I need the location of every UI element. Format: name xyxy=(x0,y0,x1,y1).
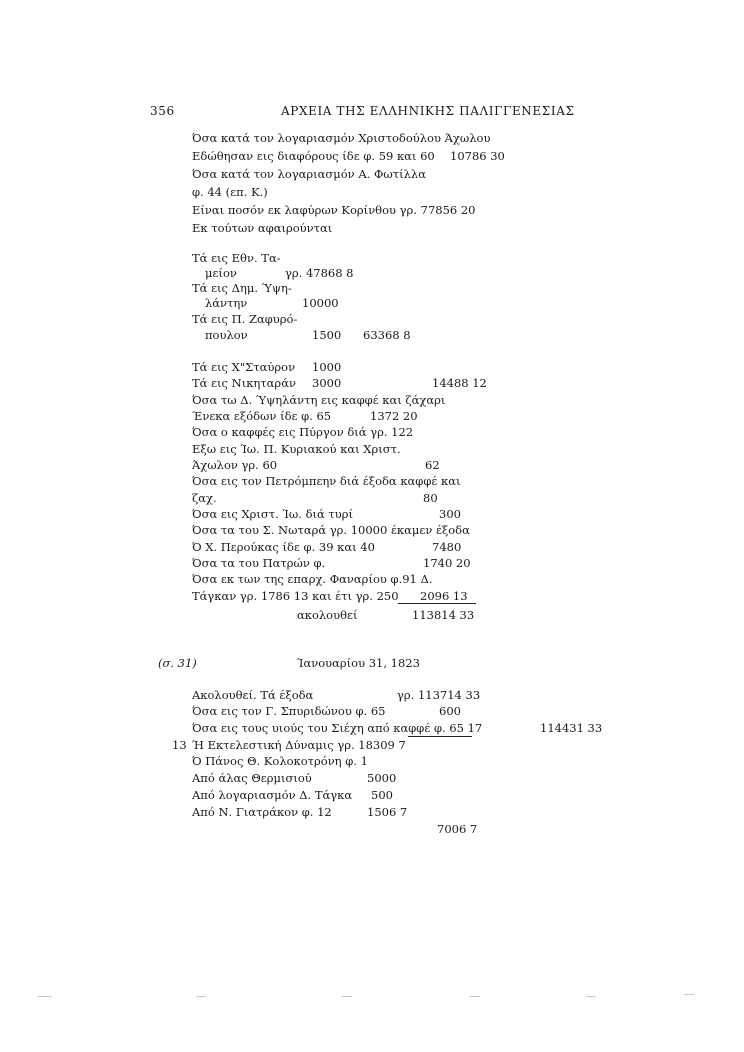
page-number: 356 xyxy=(150,104,175,118)
ledger-amount: 1500 xyxy=(312,328,342,342)
ledger-amount: 62 xyxy=(425,458,440,472)
ledger-amount: γρ. 113714 33 xyxy=(397,688,481,702)
ledger-line: Είναι ποσόν εκ λαφύρων Κορίνθου γρ. 77856 20 xyxy=(192,203,476,217)
ledger-line: Ό Χ. Περούκας ίδε φ. 39 και 40 xyxy=(192,540,375,554)
ledger-line: Όσα τα του Πατρών φ. xyxy=(192,556,326,570)
scan-mark xyxy=(342,996,352,997)
ledger-amount: 7480 xyxy=(432,540,462,554)
ledger-line: Ένεκα εξόδων ίδε φ. 65 xyxy=(192,409,332,423)
ledger-amount: 5000 xyxy=(367,771,397,785)
ledger-total: 114431 33 xyxy=(540,721,603,735)
ledger-amount: γρ. 47868 8 xyxy=(285,266,354,280)
ledger-amount: 10000 xyxy=(302,296,339,310)
ledger-line: Εκ τούτων αφαιρούνται xyxy=(192,221,333,235)
section-date: Ίανουαρίου 31, 1823 xyxy=(297,656,420,670)
ledger-line: Όσα εις Χριστ. Ίω. διά τυρί xyxy=(192,507,354,521)
ledger-amount: 63368 8 xyxy=(363,328,411,342)
ledger-line: Εδώθησαν εις διαφόρους ίδε φ. 59 και 60 xyxy=(192,149,435,163)
scan-mark xyxy=(38,996,52,997)
ledger-line: Ακολουθεί. Τά έξοδα xyxy=(192,688,314,702)
scan-mark xyxy=(470,996,480,997)
ledger-amount: 2096 13 xyxy=(420,589,468,603)
ledger-line: Όσα κατά τον λογαριασμόν Χριστοδούλου Άχωλου xyxy=(192,131,491,145)
ledger-line: Τά εις Χ"Σταύρον xyxy=(192,360,296,374)
ledger-amount: 1372 20 xyxy=(370,409,418,423)
ledger-line: Ή Εκτελεστική Δύναμις γρ. 18309 7 xyxy=(192,738,406,752)
ledger-line: Όσα εις τους υιούς του Σιέχη από καφφέ φ. 65 17 xyxy=(192,721,483,735)
running-title: ΑΡΧΕΙΑ ΤΗΣ ΕΛΛΗΝΙΚΗΣ ΠΑΛΙΓΓΕΝΕΣΙΑΣ xyxy=(281,104,575,118)
ledger-line: Από λογαριασμόν Δ. Τάγκα xyxy=(192,788,353,802)
ledger-amount: 80 xyxy=(423,491,438,505)
ledger-line: Τά εις Εθν. Τα- xyxy=(192,251,281,265)
ledger-amount: 300 xyxy=(439,507,461,521)
underline-rule xyxy=(408,736,472,737)
ledger-line: λάντην xyxy=(205,296,248,310)
ledger-line: πουλον xyxy=(205,328,248,342)
scan-mark xyxy=(586,996,596,997)
ledger-line: Ό Πάνος Θ. Κολοκοτρόνη φ. 1 xyxy=(192,754,368,768)
underline-rule xyxy=(398,603,476,604)
ledger-line: ζαχ. xyxy=(192,491,217,505)
ledger-amount: 1000 xyxy=(312,360,342,374)
ledger-line: Όσα τα του Σ. Νωταρά γρ. 10000 έκαμεν έξοδα xyxy=(192,523,470,537)
ledger-line: Όσα εκ των της επαρχ. Φαναρίου φ.91 Δ. xyxy=(192,572,433,586)
scan-mark xyxy=(196,996,206,997)
ledger-total: 7006 7 xyxy=(437,822,478,836)
ledger-line: φ. 44 (επ. Κ.) xyxy=(192,185,268,199)
ledger-line: Όσα τω Δ. Ύψηλάντη εις καφφέ και ζάχαρι xyxy=(192,393,446,407)
ledger-line: Τάγκαν γρ. 1786 13 και έτι γρ. 250 xyxy=(192,589,399,603)
ledger-line: Τά εις Π. Ζαφυρό- xyxy=(192,312,298,326)
ledger-amount: 600 xyxy=(439,704,461,718)
ledger-line: Τά εις Δημ. Ύψη- xyxy=(192,281,292,295)
margin-number: 13 xyxy=(172,738,187,752)
section-label: (σ. 31) xyxy=(158,656,197,670)
ledger-line: Όσα ο καφφές εις Πύργον διά γρ. 122 xyxy=(192,425,414,439)
ledger-line: Από Ν. Γιατράκον φ. 12 xyxy=(192,805,332,819)
ledger-line: Από άλας Θερμισιού xyxy=(192,771,312,785)
ledger-amount: 1506 7 xyxy=(367,805,408,819)
ledger-amount: 1740 20 xyxy=(423,556,471,570)
ledger-line: Άχωλον γρ. 60 xyxy=(192,458,278,472)
ledger-amount: 14488 12 xyxy=(432,376,487,390)
ledger-total: 113814 33 xyxy=(412,608,475,622)
ledger-amount: 500 xyxy=(371,788,393,802)
ledger-line: Τά εις Νικηταράν xyxy=(192,376,296,390)
scan-mark xyxy=(684,994,694,995)
ledger-line: Εξω εις Ίω. Π. Κυριακού και Χριστ. xyxy=(192,442,401,456)
ledger-amount: 3000 xyxy=(312,376,342,390)
carried-forward-label: ακολουθεί xyxy=(297,608,358,622)
ledger-line: Όσα κατά τον λογαριασμόν Α. Φωτίλλα xyxy=(192,167,426,181)
ledger-line: μείον xyxy=(205,266,237,280)
ledger-line: Όσα εις τον Πετρόμπεην διά έξοδα καφφέ και xyxy=(192,474,461,488)
ledger-line: Όσα εις τον Γ. Σπυριδώνου φ. 65 xyxy=(192,704,386,718)
ledger-amount: 10786 30 xyxy=(450,149,505,163)
